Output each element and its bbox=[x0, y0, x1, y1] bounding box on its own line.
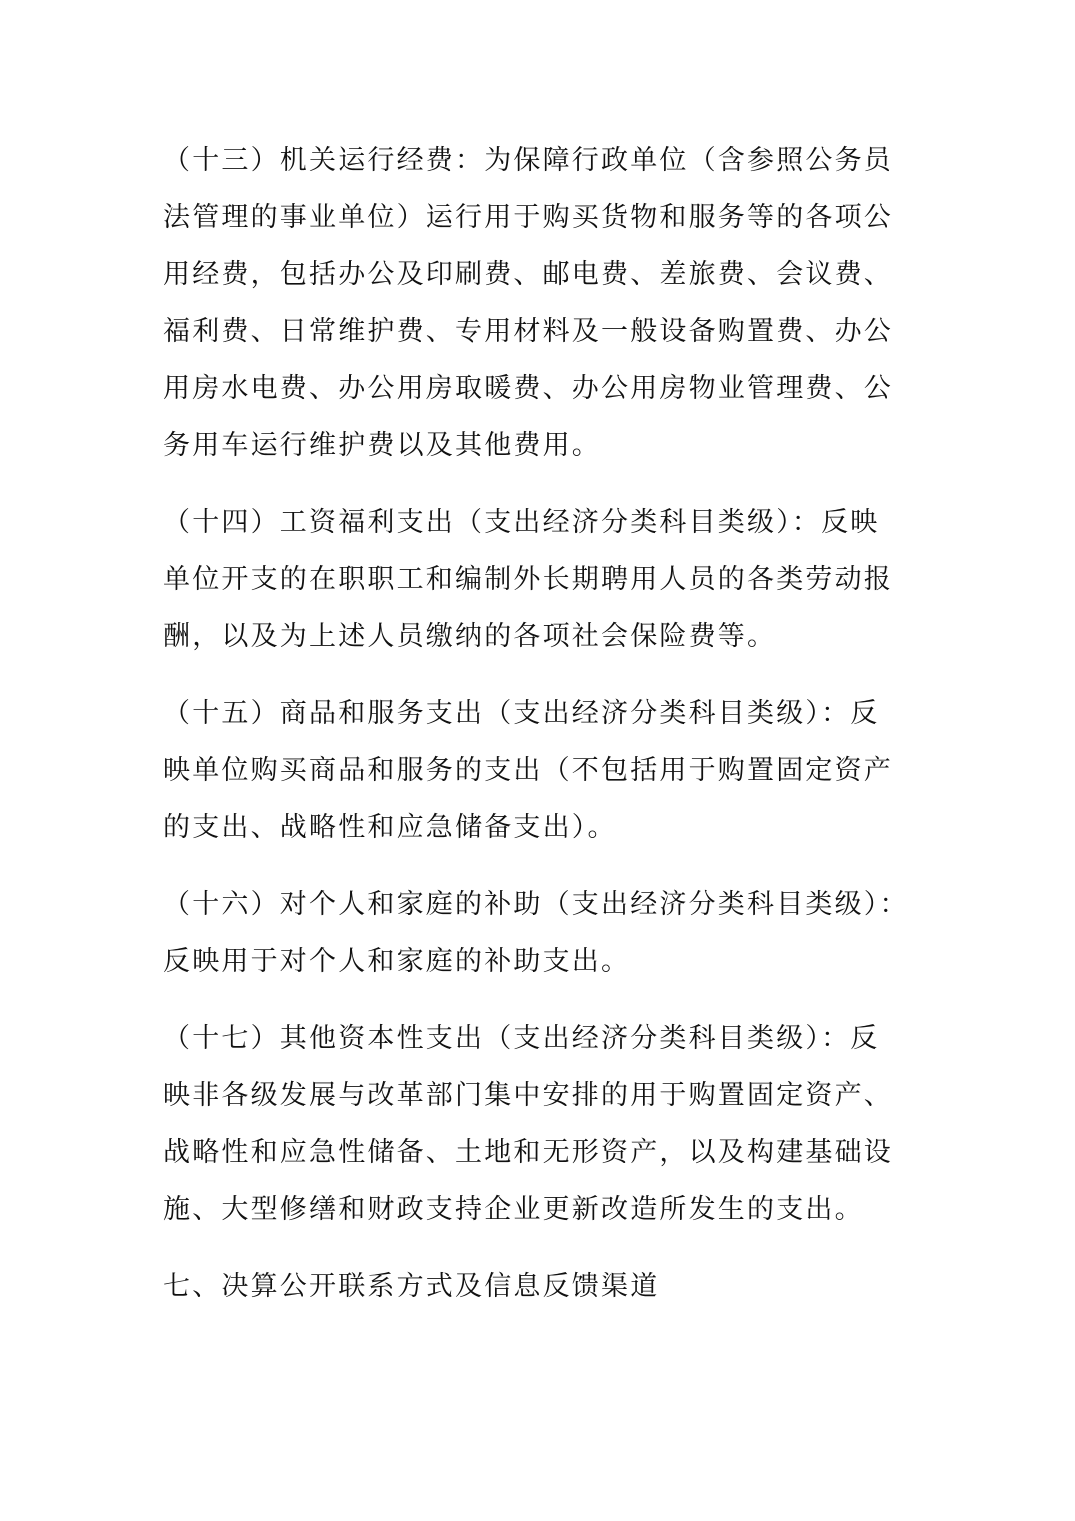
text-line: 务用车运行维护费以及其他费用。 bbox=[163, 430, 601, 461]
text-line: （十五）商品和服务支出（支出经济分类科目类级）：反 bbox=[163, 698, 880, 729]
text-line: 反映用于对个人和家庭的补助支出。 bbox=[163, 946, 631, 977]
paragraph-16 bbox=[163, 876, 923, 990]
text-line: 法管理的事业单位）运行用于购买货物和服务等的各项公 bbox=[163, 202, 893, 233]
text-line: 映单位购买商品和服务的支出（不包括用于购置固定资产 bbox=[163, 755, 893, 786]
section-heading-text: 七、决算公开联系方式及信息反馈渠道 bbox=[163, 1271, 660, 1302]
text-line: 酬，以及为上述人员缴纳的各项社会保险费等。 bbox=[163, 621, 777, 652]
text-line: 映非各级发展与改革部门集中安排的用于购置固定资产、 bbox=[163, 1080, 893, 1111]
text-line: （十六）对个人和家庭的补助（支出经济分类科目类级）： bbox=[163, 889, 909, 920]
text-line: 施、大型修缮和财政支持企业更新改造所发生的支出。 bbox=[163, 1194, 864, 1225]
text-line: 的支出、战略性和应急储备支出）。 bbox=[163, 812, 617, 843]
text-line: 单位开支的在职职工和编制外长期聘用人员的各类劳动报 bbox=[163, 564, 893, 595]
paragraph-14 bbox=[163, 494, 923, 665]
text-line: 用房水电费、办公用房取暖费、办公用房物业管理费、公 bbox=[163, 373, 893, 404]
section-heading bbox=[163, 1258, 923, 1315]
paragraph-17 bbox=[163, 1010, 923, 1238]
text-line: （十四）工资福利支出（支出经济分类科目类级）：反映 bbox=[163, 507, 880, 538]
paragraph-15 bbox=[163, 685, 923, 856]
text-line: 福利费、日常维护费、专用材料及一般设备购置费、办公 bbox=[163, 316, 893, 347]
text-line: （十七）其他资本性支出（支出经济分类科目类级）：反 bbox=[163, 1023, 880, 1054]
text-line: 战略性和应急性储备、土地和无形资产，以及构建基础设 bbox=[163, 1137, 893, 1168]
text-line: （十三）机关运行经费：为保障行政单位（含参照公务员 bbox=[163, 145, 893, 176]
text-line: 用经费，包括办公及印刷费、邮电费、差旅费、会议费、 bbox=[163, 259, 893, 290]
document-body bbox=[163, 132, 923, 1335]
paragraph-13 bbox=[163, 132, 923, 474]
